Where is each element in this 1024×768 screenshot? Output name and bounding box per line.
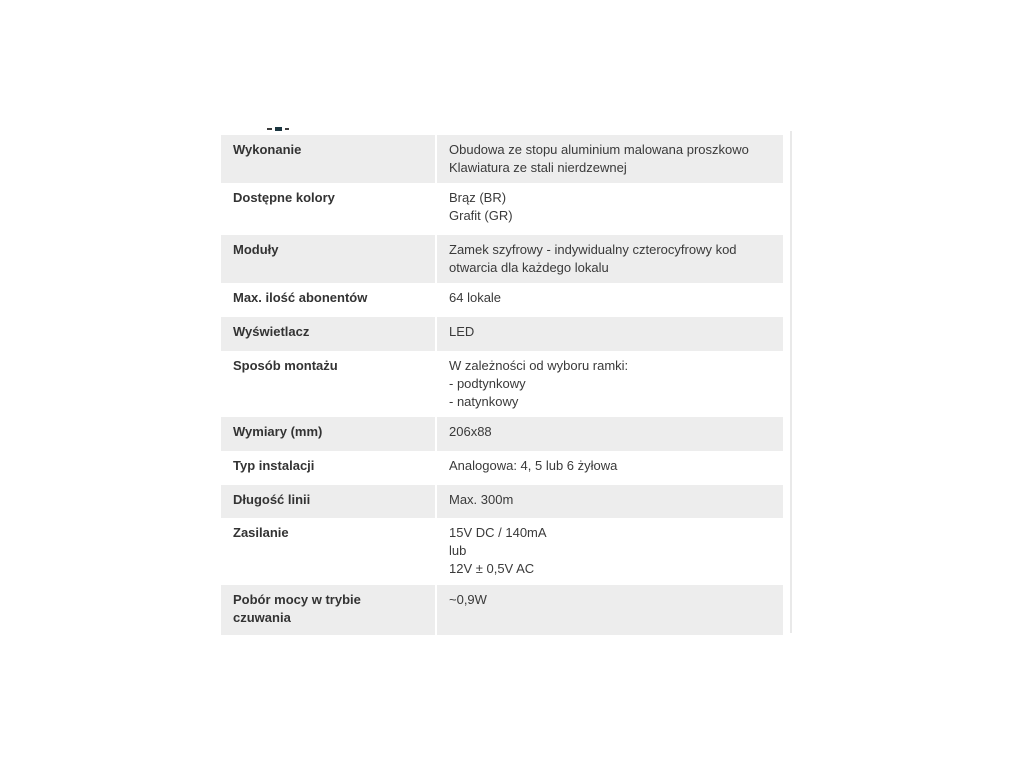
- spec-value-cell: [437, 351, 783, 417]
- spec-value-line: W zależności od wyboru ramki:: [449, 358, 629, 373]
- spec-row-zasilanie: [221, 518, 783, 585]
- spec-label: Typ instalacji: [233, 458, 315, 473]
- spec-value-line: - natynkowy: [449, 394, 519, 409]
- spec-value-line: 206x88: [449, 424, 492, 439]
- spec-table: [219, 135, 785, 635]
- spec-row-max-ilosc-abonentow: [221, 283, 783, 317]
- spec-value-cell: [437, 183, 783, 235]
- spec-label-cell: [221, 283, 435, 317]
- spec-row-pobor-mocy: [221, 585, 783, 635]
- spec-label: Max. ilość abonentów: [233, 290, 368, 305]
- spec-row-wymiary: [221, 417, 783, 451]
- spec-label: Sposób montażu: [233, 358, 338, 373]
- spec-value-cell: [437, 518, 783, 585]
- spec-label-cell: [221, 485, 435, 518]
- spec-row-dostepne-kolory: [221, 183, 783, 235]
- spec-value-line: Zamek szyfrowy - indywidualny czterocyfrowy kod otwarcia dla każdego lokalu: [449, 242, 737, 275]
- spec-label-cell: [221, 451, 435, 485]
- spec-value-line: LED: [449, 324, 475, 339]
- spec-label-cell: [221, 183, 435, 235]
- spec-label: Wyświetlacz: [233, 324, 310, 339]
- spec-label-cell: [221, 135, 435, 183]
- spec-label-cell: [221, 585, 435, 635]
- spec-row-moduly: [221, 235, 783, 283]
- spec-value-cell: [437, 585, 783, 635]
- spec-value-line: 64 lokale: [449, 290, 502, 305]
- spec-label-cell: [221, 417, 435, 451]
- spec-value-line: Obudowa ze stopu aluminium malowana proszkowo: [449, 142, 749, 157]
- spec-value-cell: [437, 417, 783, 451]
- spec-label: czuwania: [233, 610, 291, 625]
- spec-value-cell: [437, 451, 783, 485]
- spec-label-cell: [221, 235, 435, 283]
- spec-value-line: 12V ± 0,5V AC: [449, 561, 535, 576]
- spec-value-cell: [437, 135, 783, 183]
- spec-value-cell: [437, 283, 783, 317]
- spec-row-wykonanie: [221, 135, 783, 183]
- spec-value-line: Analogowa: 4, 5 lub 6 żyłowa: [449, 458, 618, 473]
- spec-value-line: - podtynkowy: [449, 376, 526, 391]
- spec-value-line: Max. 300m: [449, 492, 514, 507]
- clipped-text-fragment: [267, 126, 293, 132]
- spec-label: Moduły: [233, 242, 279, 257]
- spec-value-line: Brąz (BR): [449, 190, 507, 205]
- page-divider-line: [790, 131, 792, 633]
- spec-label: Długość linii: [233, 492, 311, 507]
- spec-value-line: lub: [449, 543, 467, 558]
- spec-label: Zasilanie: [233, 525, 289, 540]
- spec-label: Wykonanie: [233, 142, 302, 157]
- spec-label-cell: [221, 351, 435, 417]
- spec-value-line: Klawiatura ze stali nierdzewnej: [449, 160, 627, 175]
- spec-value-line: ~0,9W: [449, 592, 487, 607]
- spec-label-cell: [221, 317, 435, 351]
- spec-row-sposob-montazu: [221, 351, 783, 417]
- spec-row-typ-instalacji: [221, 451, 783, 485]
- spec-value-cell: [437, 485, 783, 518]
- spec-value-cell: [437, 317, 783, 351]
- spec-label: Pobór mocy w trybie: [233, 592, 361, 607]
- spec-label: Dostępne kolory: [233, 190, 335, 205]
- spec-label: Wymiary (mm): [233, 424, 323, 439]
- spec-value-line: 15V DC / 140mA: [449, 525, 547, 540]
- spec-value-line: Grafit (GR): [449, 208, 513, 223]
- spec-row-dlugosc-linii: [221, 485, 783, 518]
- spec-label-cell: [221, 518, 435, 585]
- spec-row-wyswietlacz: [221, 317, 783, 351]
- spec-value-cell: [437, 235, 783, 283]
